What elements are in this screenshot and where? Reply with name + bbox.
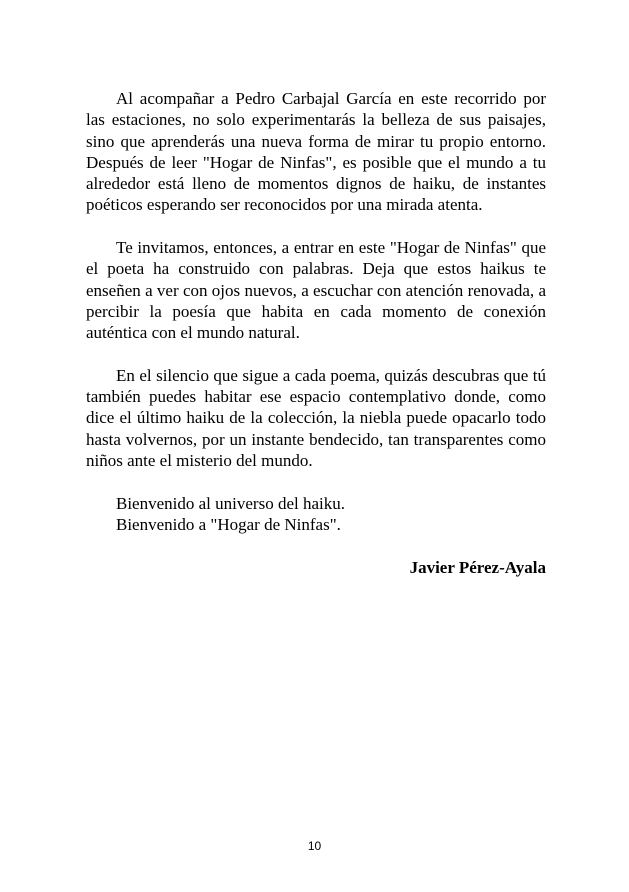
paragraph-2: Te invitamos, entonces, a entrar en este "Hogar de Ninfas" que el poeta ha construido con palabras. Deja que estos haikus te enseñen a ver con ojos nuevos, a escuchar con atención renovada, a percibir la poesía que habita en cada momento de conexión auténtica con el mundo natural. [86,238,546,343]
paragraph-3: En el silencio que sigue a cada poema, quizás descubras que tú también puedes habitar ese espacio contemplativo donde, como dice el último haiku de la colección, la niebla puede opacarlo todo hasta volvernos, por un instante bendecido, tan transparentes como niños ante el misterio del mundo. [86,365,546,471]
greeting-line-1: Bienvenido al universo del haiku. [116,493,345,513]
paragraph-1: Al acompañar a Pedro Carbajal García en este recorrido por las estaciones, no solo experimentarás la belleza de sus paisajes, sino que aprenderás una nueva forma de mirar tu propio entorno. Después de leer "Hogar de Ninfas", es posible que el mundo a tu alrededor está lleno de momentos dignos de haiku, de instantes poéticos esperando ser reconocidos por una mirada atenta. [86,89,546,215]
author-signature: Javier Pérez-Ayala [409,557,546,577]
body-text [86,88,546,578]
page-number: 10 [307,839,322,853]
greeting-line-2: Bienvenido a "Hogar de Ninfas". [116,514,341,534]
greetings [86,493,546,536]
